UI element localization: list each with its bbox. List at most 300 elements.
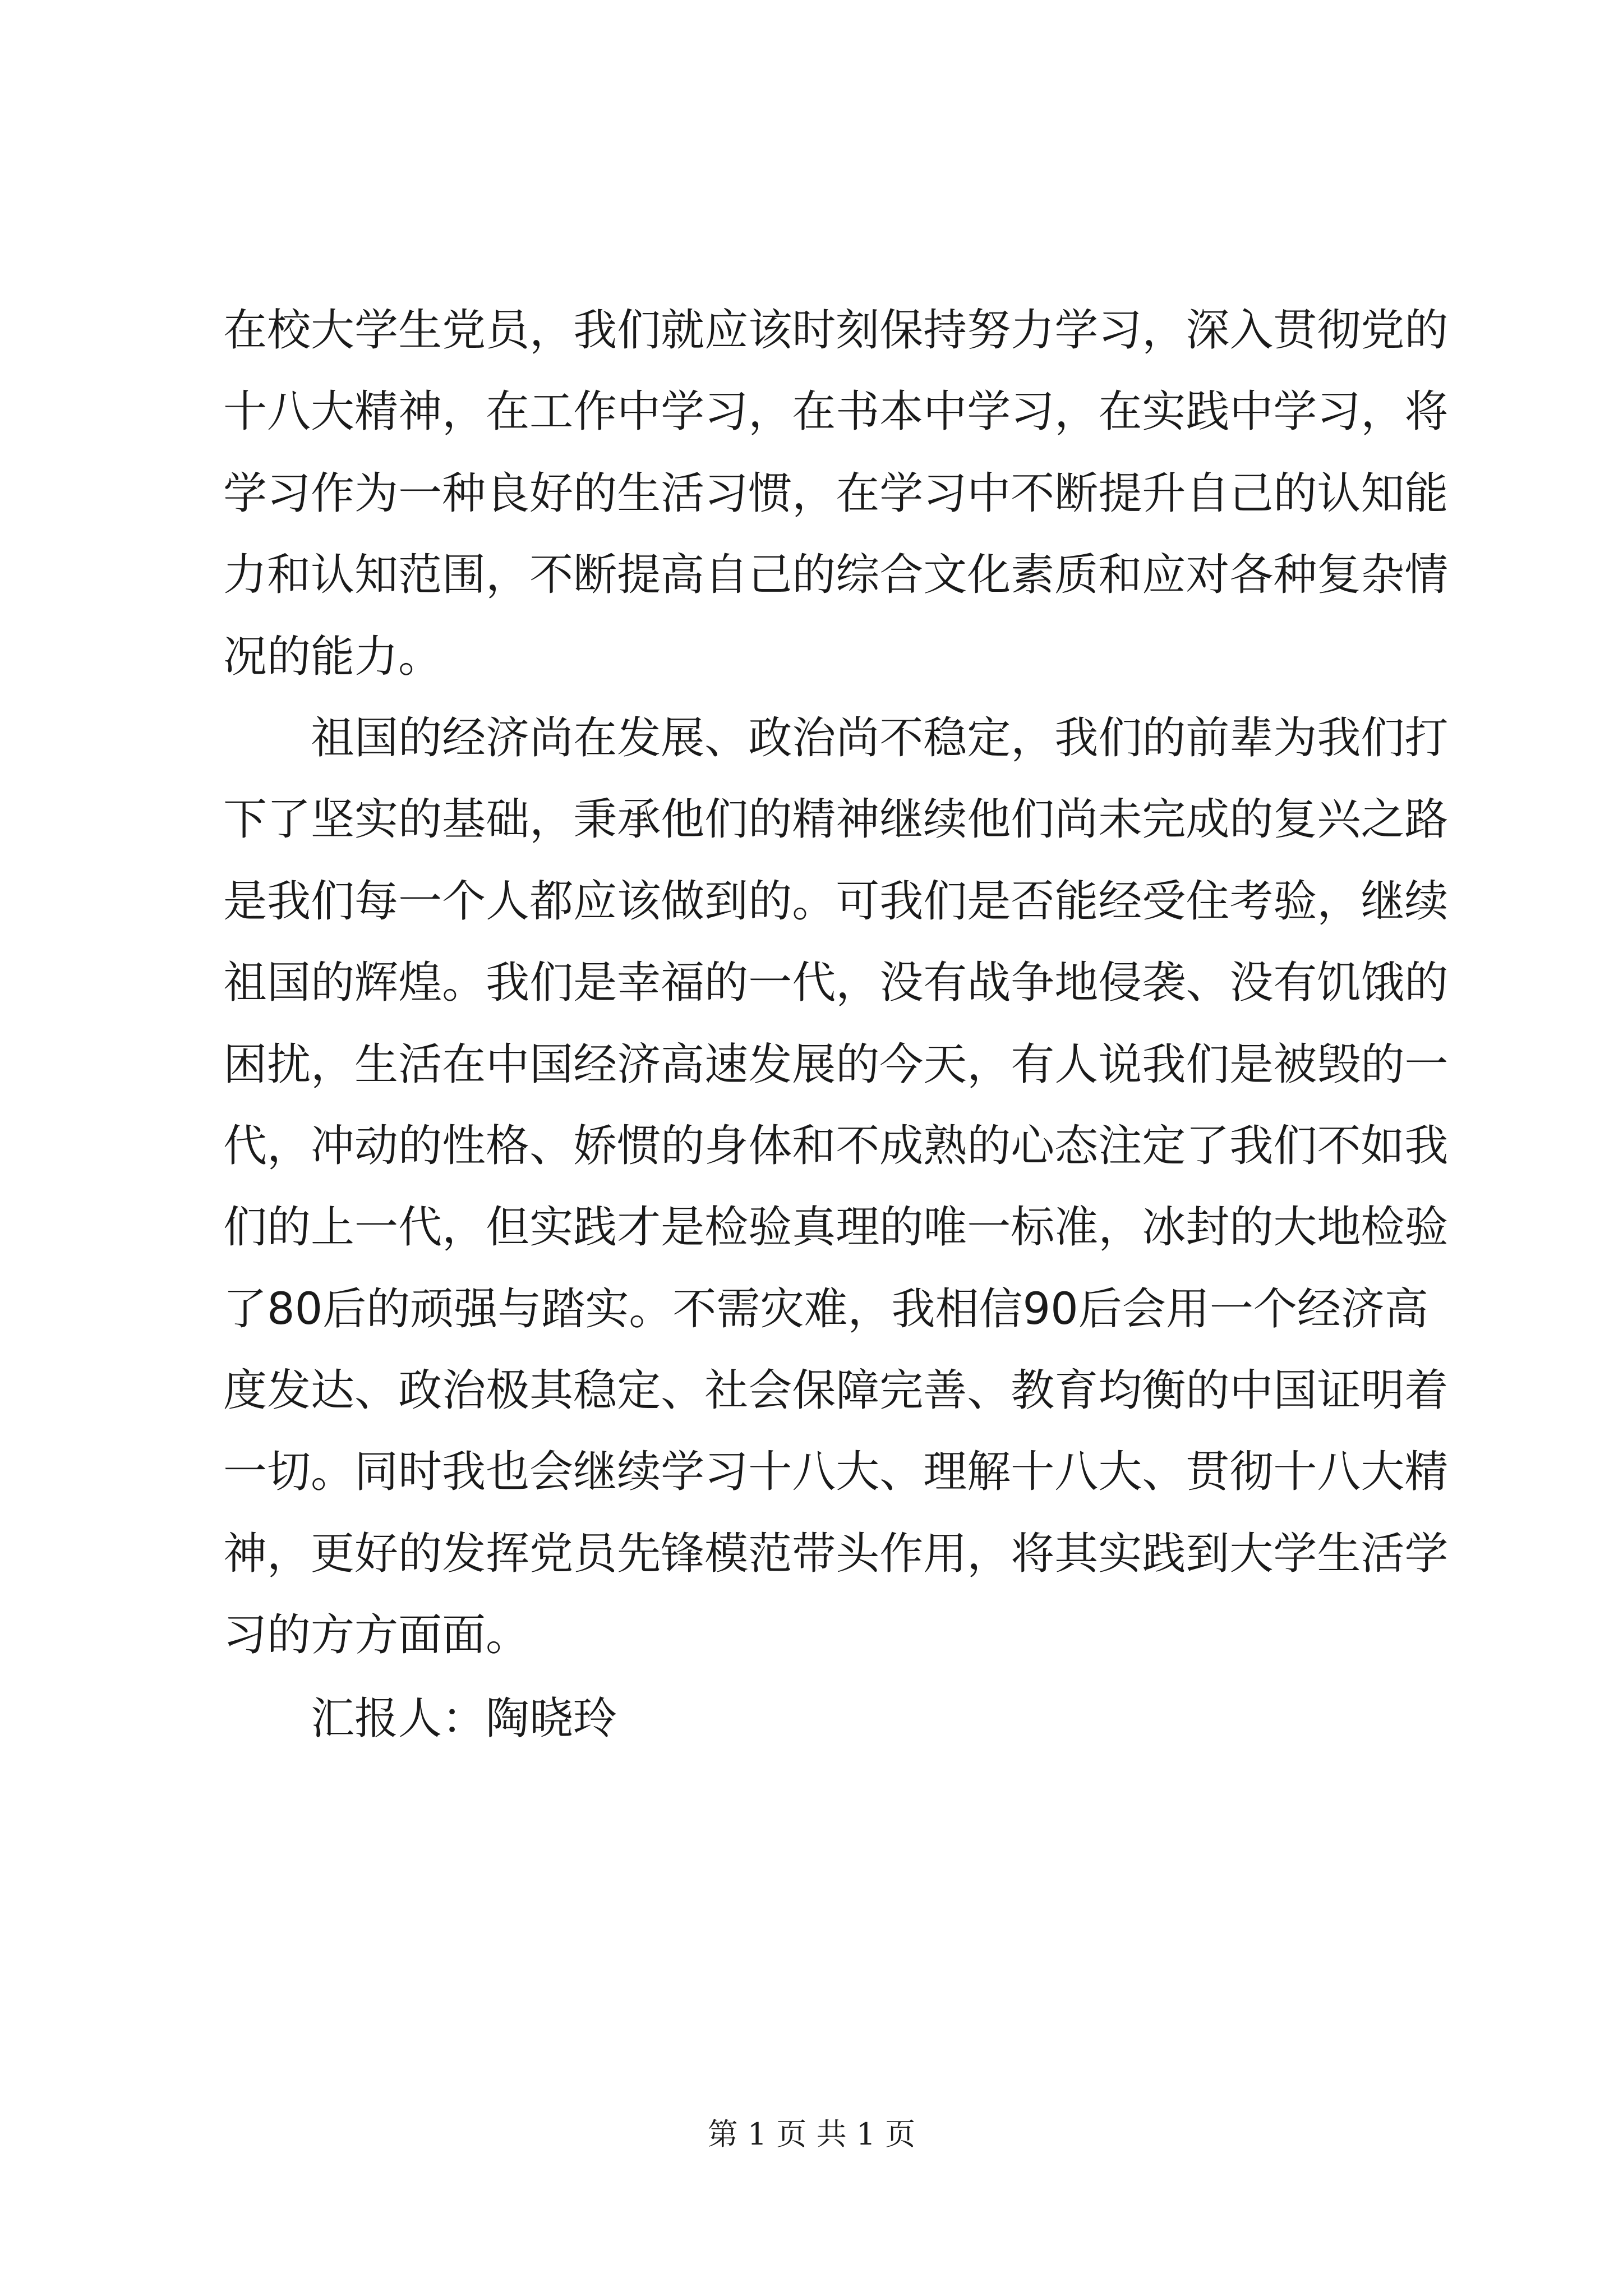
glyph: 社 <box>704 1365 749 1416</box>
glyph: 一 <box>967 1202 1011 1253</box>
glyph: 冰 <box>1142 1202 1186 1253</box>
glyph: 们 <box>1361 712 1405 763</box>
glyph: 扰 <box>267 1039 311 1090</box>
glyph: 其 <box>1054 1528 1099 1579</box>
glyph: 态 <box>1054 1120 1099 1171</box>
glyph: 化 <box>967 550 1011 601</box>
glyph: 们 <box>223 1202 268 1253</box>
glyph: 学 <box>661 386 705 438</box>
glyph: 路 <box>1404 794 1449 845</box>
page-footer: 第 1 页 共 1 页 <box>707 2116 916 2152</box>
glyph: 续 <box>617 1447 661 1498</box>
glyph: 们 <box>1011 794 1055 845</box>
glyph: ， <box>442 1202 486 1253</box>
glyph: 在 <box>486 386 530 438</box>
glyph: 认 <box>1317 468 1361 519</box>
glyph: 、 <box>1142 1447 1186 1498</box>
glyph: 的 <box>573 468 617 519</box>
glyph: 种 <box>442 468 486 519</box>
glyph: 未 <box>1098 794 1142 845</box>
glyph: 党 <box>529 1528 574 1579</box>
glyph: 饥 <box>1317 958 1361 1009</box>
glyph: 受 <box>1142 876 1186 927</box>
glyph: 、 <box>967 1365 1011 1416</box>
glyph: 是 <box>573 958 617 1009</box>
glyph: 实 <box>354 794 399 845</box>
glyph: 我 <box>891 1283 935 1335</box>
glyph: 带 <box>792 1528 836 1579</box>
glyph: 的 <box>661 1120 705 1171</box>
glyph: 经 <box>1098 876 1142 927</box>
glyph: 习 <box>704 468 749 519</box>
glyph: 断 <box>573 550 617 601</box>
glyph: 的 <box>398 1528 442 1579</box>
glyph: 我 <box>573 305 617 356</box>
glyph: ， <box>267 1120 311 1171</box>
glyph: 强 <box>454 1283 498 1335</box>
glyph: 体 <box>748 1120 792 1171</box>
glyph: 续 <box>923 794 967 845</box>
glyph: 习 <box>1098 305 1142 356</box>
text-line <box>223 1432 1449 1513</box>
glyph: 入 <box>1229 305 1274 356</box>
glyph: 不 <box>836 1120 880 1171</box>
glyph: 都 <box>529 876 574 927</box>
glyph: 习 <box>267 468 311 519</box>
glyph: 该 <box>617 876 661 927</box>
glyph: 争 <box>1011 958 1055 1009</box>
glyph: 有 <box>1011 1039 1055 1090</box>
glyph: 也 <box>486 1447 530 1498</box>
glyph: 的 <box>311 958 355 1009</box>
glyph: 八 <box>1054 1447 1099 1498</box>
glyph: 真 <box>792 1202 836 1253</box>
glyph: 定 <box>617 1365 661 1416</box>
glyph: 学 <box>1273 386 1317 438</box>
glyph: 国 <box>267 958 311 1009</box>
glyph: 中 <box>617 386 661 438</box>
glyph: 但 <box>486 1202 530 1253</box>
glyph: 达 <box>311 1365 355 1416</box>
glyph: 精 <box>1404 1447 1449 1498</box>
glyph: ， <box>847 1283 892 1335</box>
glyph: 代 <box>223 1120 268 1171</box>
glyph: 。 <box>629 1283 673 1335</box>
glyph: 我 <box>1229 1120 1274 1171</box>
glyph: 成 <box>1186 794 1230 845</box>
glyph: 们 <box>1098 712 1142 763</box>
glyph: 每 <box>354 876 399 927</box>
glyph: 检 <box>1361 1202 1405 1253</box>
glyph: 我 <box>1054 712 1099 763</box>
glyph: 围 <box>442 550 486 601</box>
glyph: 精 <box>354 386 399 438</box>
glyph: 能 <box>1054 876 1099 927</box>
glyph: 可 <box>836 876 880 927</box>
glyph: 有 <box>923 958 967 1009</box>
glyph: 、 <box>661 1365 705 1416</box>
glyph: 切 <box>267 1447 311 1498</box>
glyph: 杂 <box>1361 550 1405 601</box>
glyph: 的 <box>748 876 792 927</box>
glyph: 代 <box>792 958 836 1009</box>
glyph: ， <box>967 1528 1011 1579</box>
glyph: 活 <box>398 1039 442 1090</box>
glyph: 习 <box>704 386 749 438</box>
glyph: 顽 <box>410 1283 454 1335</box>
glyph: 今 <box>879 1039 924 1090</box>
glyph: 后 <box>1078 1283 1122 1335</box>
glyph: 作 <box>879 1528 924 1579</box>
glyph: 一 <box>748 958 792 1009</box>
glyph: 定 <box>967 712 1011 763</box>
glyph: 书 <box>836 386 880 438</box>
glyph: 稳 <box>573 1365 617 1416</box>
glyph: 一 <box>1209 1283 1253 1335</box>
glyph: 经 <box>573 1039 617 1090</box>
glyph: 大 <box>311 386 355 438</box>
glyph: 习 <box>1011 386 1055 438</box>
glyph: 高 <box>661 550 705 601</box>
glyph: 障 <box>836 1365 880 1416</box>
glyph: 不 <box>672 1283 717 1335</box>
glyph: 在 <box>1098 386 1142 438</box>
glyph: 提 <box>617 550 661 601</box>
glyph: 发 <box>617 712 661 763</box>
glyph: 代 <box>398 1202 442 1253</box>
glyph: 经 <box>1297 1283 1341 1335</box>
text-line <box>223 942 1449 1024</box>
glyph: 中 <box>486 1039 530 1090</box>
glyph: 才 <box>617 1202 661 1253</box>
glyph: 上 <box>311 1202 355 1253</box>
glyph: 一 <box>223 1447 268 1498</box>
glyph: ， <box>1361 386 1405 438</box>
glyph: 对 <box>1186 550 1230 601</box>
glyph: 综 <box>836 550 880 601</box>
glyph: 兴 <box>1317 794 1361 845</box>
glyph: 基 <box>442 794 486 845</box>
glyph: 国 <box>529 1039 574 1090</box>
glyph: 我 <box>879 876 924 927</box>
glyph: 不 <box>1011 468 1055 519</box>
glyph: 前 <box>1186 712 1230 763</box>
glyph: 种 <box>1273 550 1317 601</box>
glyph: 的 <box>704 958 749 1009</box>
glyph: 作 <box>311 468 355 519</box>
glyph: 锋 <box>661 1528 705 1579</box>
glyph: 有 <box>1273 958 1317 1009</box>
glyph: 的 <box>1186 1365 1230 1416</box>
glyph <box>223 698 267 779</box>
glyph: 学 <box>661 1447 705 1498</box>
glyph: 认 <box>311 550 355 601</box>
glyph: 、 <box>1186 958 1230 1009</box>
glyph: 大 <box>311 305 355 356</box>
glyph: 生 <box>1317 1528 1361 1579</box>
glyph: 应 <box>1142 550 1186 601</box>
glyph: 袭 <box>1142 958 1186 1009</box>
glyph: 的 <box>1229 1202 1274 1253</box>
glyph: 发 <box>442 1528 486 1579</box>
glyph: 努 <box>967 305 1011 356</box>
glyph: 继 <box>1361 876 1405 927</box>
glyph: 难 <box>804 1283 848 1335</box>
glyph: 时 <box>398 1447 442 1498</box>
glyph: 中 <box>923 386 967 438</box>
glyph: 好 <box>354 1528 399 1579</box>
glyph: 更 <box>311 1528 355 1579</box>
glyph: 实 <box>529 1202 574 1253</box>
glyph: 在 <box>223 305 268 356</box>
glyph: 学 <box>223 468 268 519</box>
glyph: 为 <box>354 468 399 519</box>
glyph: 生 <box>398 305 442 356</box>
glyph: 用 <box>923 1528 967 1579</box>
glyph: 考 <box>1229 876 1274 927</box>
glyph: ， <box>529 305 574 356</box>
glyph: 其 <box>529 1365 574 1416</box>
glyph: 没 <box>879 958 924 1009</box>
glyph: 和 <box>792 1120 836 1171</box>
glyph: 实 <box>1098 1528 1142 1579</box>
glyph: 理 <box>923 1447 967 1498</box>
glyph: 八 <box>267 386 311 438</box>
glyph: 自 <box>1186 468 1230 519</box>
glyph: 展 <box>661 712 705 763</box>
text-line <box>223 1513 1449 1595</box>
glyph: ， <box>267 1528 311 1579</box>
glyph: 80 <box>267 1283 323 1335</box>
glyph: 学 <box>1273 1528 1317 1579</box>
glyph: ， <box>1317 876 1361 927</box>
glyph: 发 <box>267 1365 311 1416</box>
glyph: 学 <box>1054 305 1099 356</box>
glyph: 础 <box>486 794 530 845</box>
glyph: ， <box>1142 305 1186 356</box>
glyph: 、 <box>529 1120 574 1171</box>
glyph: ， <box>1098 1202 1142 1253</box>
glyph: 精 <box>792 794 836 845</box>
glyph: 大 <box>1361 1447 1405 1498</box>
glyph: 彻 <box>1229 1447 1274 1498</box>
glyph: 一 <box>354 1202 399 1253</box>
glyph: 践 <box>1142 1528 1186 1579</box>
text-line <box>223 1350 1449 1432</box>
glyph: 的 <box>267 1202 311 1253</box>
glyph: 完 <box>879 1365 924 1416</box>
glyph: 着 <box>1404 1365 1449 1416</box>
glyph: 合 <box>879 550 924 601</box>
glyph: 中 <box>1229 386 1274 438</box>
glyph: 保 <box>879 305 924 356</box>
glyph: 准 <box>1054 1202 1099 1253</box>
glyph: 各 <box>1229 550 1274 601</box>
glyph: 为 <box>1273 712 1317 763</box>
text-line <box>223 1024 1449 1106</box>
glyph: 的 <box>1404 958 1449 1009</box>
glyph: 标 <box>1011 1202 1055 1253</box>
glyph: 毁 <box>1317 1039 1361 1090</box>
signature: 汇报人：陶晓玲 <box>311 1694 617 1744</box>
glyph: 祖 <box>311 712 355 763</box>
glyph: 大 <box>1229 1528 1274 1579</box>
glyph: 会 <box>1122 1283 1166 1335</box>
glyph: 知 <box>1361 468 1405 519</box>
glyph: 己 <box>1229 468 1274 519</box>
glyph: ， <box>792 468 836 519</box>
glyph: 住 <box>1186 876 1230 927</box>
glyph: 十 <box>223 386 268 438</box>
glyph: 断 <box>1054 468 1099 519</box>
glyph: 发 <box>748 1039 792 1090</box>
glyph: 神 <box>223 1528 268 1579</box>
glyph: ， <box>442 386 486 438</box>
glyph: ， <box>311 1039 355 1090</box>
glyph: 员 <box>573 1528 617 1579</box>
glyph: 实 <box>585 1283 629 1335</box>
glyph: 说 <box>1098 1039 1142 1090</box>
glyph: 的 <box>1229 794 1274 845</box>
glyph: 活 <box>1361 1528 1405 1579</box>
glyph: 身 <box>704 1120 749 1171</box>
glyph: 不 <box>529 550 574 601</box>
glyph: 济 <box>486 712 530 763</box>
glyph: 动 <box>354 1120 399 1171</box>
text-line <box>223 535 1449 616</box>
glyph: 格 <box>486 1120 530 1171</box>
glyph: 大 <box>836 1447 880 1498</box>
glyph: 十 <box>748 1447 792 1498</box>
glyph: 工 <box>529 386 574 438</box>
glyph: 本 <box>879 386 924 438</box>
glyph: 侵 <box>1098 958 1142 1009</box>
glyph: 的 <box>1361 1039 1405 1090</box>
glyph: 十 <box>1273 1447 1317 1498</box>
glyph: 展 <box>792 1039 836 1090</box>
glyph: 辈 <box>1229 712 1274 763</box>
glyph: 们 <box>617 305 661 356</box>
glyph: 们 <box>1273 1120 1317 1171</box>
glyph: 应 <box>573 876 617 927</box>
glyph: 承 <box>617 794 661 845</box>
glyph: 是 <box>967 876 1011 927</box>
glyph: 心 <box>1011 1120 1055 1171</box>
glyph: 高 <box>1384 1283 1428 1335</box>
glyph: 们 <box>923 876 967 927</box>
glyph: 定 <box>1142 1120 1186 1171</box>
glyph: 、 <box>354 1365 399 1416</box>
glyph: 济 <box>1340 1283 1385 1335</box>
glyph: 力 <box>1011 305 1055 356</box>
glyph: 十 <box>1011 1447 1055 1498</box>
glyph: 一 <box>398 876 442 927</box>
glyph: 活 <box>661 468 705 519</box>
glyph: 政 <box>748 712 792 763</box>
glyph: 速 <box>704 1039 749 1090</box>
glyph: 坚 <box>311 794 355 845</box>
glyph: 好 <box>529 468 574 519</box>
glyph: 。 <box>792 876 836 927</box>
glyph: 不 <box>879 712 924 763</box>
glyph: 信 <box>979 1283 1023 1335</box>
glyph: 提 <box>1098 468 1142 519</box>
glyph: 同 <box>354 1447 399 1498</box>
body-text <box>223 290 1449 1677</box>
glyph: 检 <box>704 1202 749 1253</box>
glyph: 育 <box>1054 1365 1099 1416</box>
glyph: 践 <box>1186 386 1230 438</box>
glyph: 大 <box>1273 1202 1317 1253</box>
glyph: 我 <box>442 1447 486 1498</box>
glyph: 地 <box>1054 958 1099 1009</box>
glyph: 高 <box>661 1039 705 1090</box>
glyph: 范 <box>398 550 442 601</box>
glyph: ， <box>486 550 530 601</box>
glyph: 在 <box>836 468 880 519</box>
glyph: 熟 <box>923 1120 967 1171</box>
glyph: 明 <box>1361 1365 1405 1416</box>
glyph: 我 <box>267 876 311 927</box>
glyph: 不 <box>1317 1120 1361 1171</box>
glyph: 将 <box>1011 1528 1055 1579</box>
glyph: 们 <box>1186 1039 1230 1090</box>
glyph: 善 <box>923 1365 967 1416</box>
glyph: 学 <box>879 468 924 519</box>
glyph: 祖 <box>223 958 268 1009</box>
glyph: 的 <box>792 550 836 601</box>
glyph: 惯 <box>748 468 792 519</box>
glyph: 的 <box>748 794 792 845</box>
glyph: 该 <box>748 305 792 356</box>
glyph: 性 <box>442 1120 486 1171</box>
glyph: 质 <box>1054 550 1099 601</box>
glyph: 党 <box>1361 305 1405 356</box>
glyph: 八 <box>792 1447 836 1498</box>
glyph: 升 <box>1142 468 1186 519</box>
glyph: 在 <box>442 1039 486 1090</box>
glyph: 知 <box>354 550 399 601</box>
text-line <box>223 1187 1449 1268</box>
glyph: 持 <box>923 305 967 356</box>
glyph: 自 <box>704 550 749 601</box>
glyph: 续 <box>1404 876 1449 927</box>
glyph: 我 <box>486 958 530 1009</box>
glyph: 生 <box>617 468 661 519</box>
glyph: 神 <box>836 794 880 845</box>
glyph: ， <box>1054 386 1099 438</box>
glyph: 经 <box>442 712 486 763</box>
text-line <box>223 861 1449 942</box>
glyph: 和 <box>1098 550 1142 601</box>
glyph: 治 <box>442 1365 486 1416</box>
glyph: 的 <box>398 794 442 845</box>
glyph: 我 <box>1404 1120 1449 1171</box>
glyph: 极 <box>486 1365 530 1416</box>
glyph: 需 <box>716 1283 760 1335</box>
glyph: 注 <box>1098 1120 1142 1171</box>
text-line: 况的能力。 <box>223 631 442 682</box>
glyph: 力 <box>223 550 268 601</box>
glyph: 们 <box>529 958 574 1009</box>
glyph: 尚 <box>1054 794 1099 845</box>
glyph: 做 <box>661 876 705 927</box>
glyph: 生 <box>354 1039 399 1090</box>
glyph: 政 <box>398 1365 442 1416</box>
glyph: 习 <box>923 468 967 519</box>
glyph: 复 <box>1273 794 1317 845</box>
glyph: 惯 <box>617 1120 661 1171</box>
